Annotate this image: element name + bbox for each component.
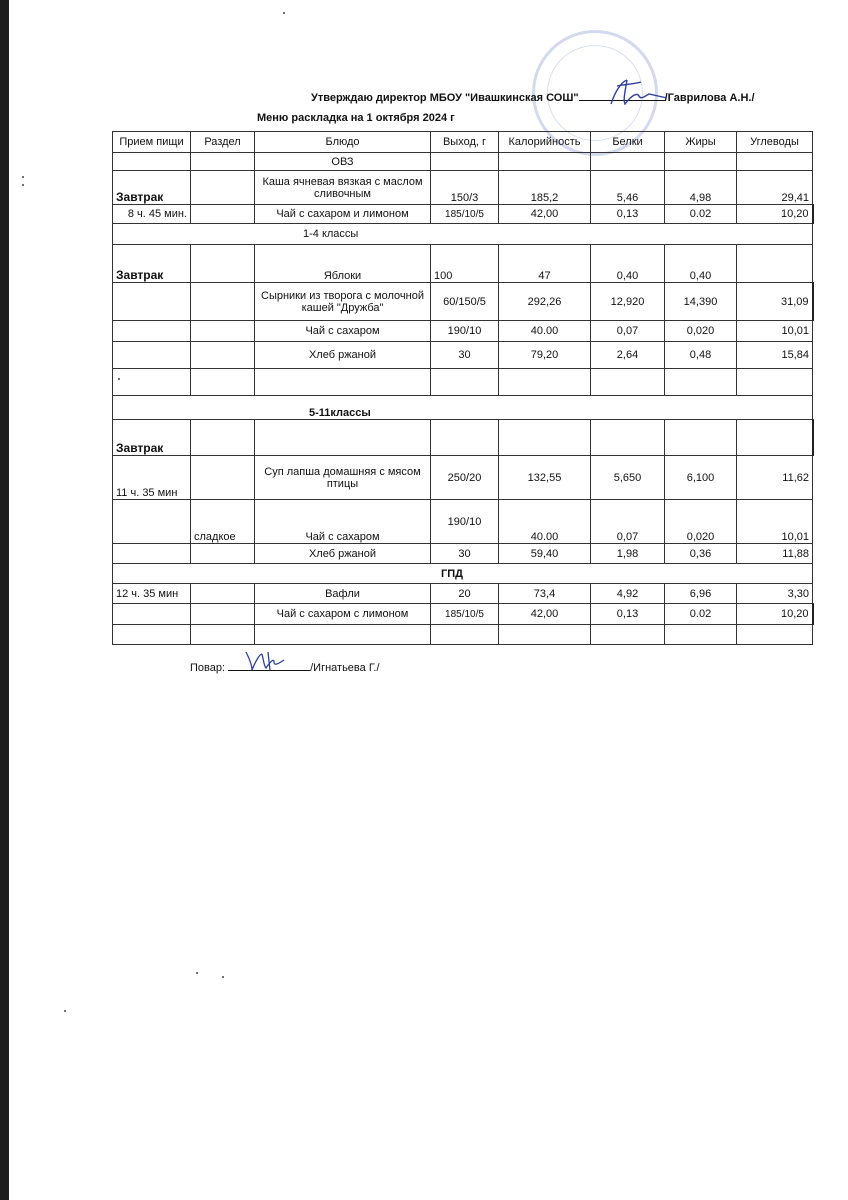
table-row bbox=[113, 584, 813, 604]
col-header: Углеводы bbox=[737, 132, 813, 153]
calories-value: 47 bbox=[499, 245, 591, 283]
carbs-value: 10,20 bbox=[737, 604, 813, 625]
scan-speck bbox=[196, 972, 198, 974]
dish-name: Каша ячневая вязкая с маслом сливочным bbox=[255, 171, 431, 205]
protein-value: 1,98 bbox=[591, 544, 665, 564]
table-row bbox=[113, 283, 813, 321]
calories-value: 132,55 bbox=[499, 456, 591, 500]
section-row bbox=[113, 564, 813, 584]
calories-value: 73,4 bbox=[499, 584, 591, 604]
calories-value: 42,00 bbox=[499, 604, 591, 625]
cook-label: Повар: bbox=[190, 662, 226, 674]
protein-value: 4,92 bbox=[591, 584, 665, 604]
fat-value: 0,40 bbox=[665, 245, 737, 283]
meal-name: Завтрак bbox=[113, 245, 191, 283]
menu-table bbox=[112, 131, 814, 645]
table-row bbox=[113, 205, 813, 224]
section-row bbox=[113, 396, 813, 420]
section-label: ГПД bbox=[113, 564, 813, 584]
fat-value: 0,020 bbox=[665, 500, 737, 544]
table-row bbox=[113, 544, 813, 564]
protein-value: 5,46 bbox=[591, 171, 665, 205]
output-value: 60/150/5 bbox=[431, 283, 499, 321]
table-row bbox=[113, 321, 813, 342]
section-label: ОВЗ bbox=[255, 153, 431, 171]
output-value: 150/3 bbox=[431, 171, 499, 205]
carbs-value: 10,20 bbox=[737, 205, 813, 224]
dish-name: Чай с сахаром с лимоном bbox=[255, 604, 431, 625]
output-value: 190/10 bbox=[431, 500, 499, 544]
calories-value: 185,2 bbox=[499, 171, 591, 205]
fat-value: 0.02 bbox=[665, 604, 737, 625]
fat-value: 6,96 bbox=[665, 584, 737, 604]
carbs-value: 3,30 bbox=[737, 584, 813, 604]
calories-value: 40.00 bbox=[499, 500, 591, 544]
scan-speck bbox=[22, 184, 24, 186]
carbs-value: 29,41 bbox=[737, 171, 813, 205]
approval-line bbox=[311, 90, 755, 104]
col-header: Раздел bbox=[191, 132, 255, 153]
carbs-value: 11,62 bbox=[737, 456, 813, 500]
section-type: сладкое bbox=[191, 500, 255, 544]
carbs-value bbox=[737, 245, 813, 283]
table-header-row bbox=[113, 132, 813, 153]
table-row bbox=[113, 342, 813, 369]
approval-text: Утверждаю директор МБОУ "Ивашкинская СОШ" bbox=[311, 92, 579, 104]
protein-value: 0,07 bbox=[591, 500, 665, 544]
dish-name: Яблоки bbox=[255, 245, 431, 283]
section-label: 1-4 классы bbox=[113, 224, 813, 245]
output-value: 190/10 bbox=[431, 321, 499, 342]
col-header: Белки bbox=[591, 132, 665, 153]
protein-value: 5,650 bbox=[591, 456, 665, 500]
fat-value: 14,390 bbox=[665, 283, 737, 321]
carbs-value: 31,09 bbox=[737, 283, 813, 321]
calories-value: 59,40 bbox=[499, 544, 591, 564]
meal-time: 12 ч. 35 мин bbox=[113, 584, 191, 604]
scan-speck bbox=[64, 1010, 66, 1012]
col-header: Жиры bbox=[665, 132, 737, 153]
table-row bbox=[113, 171, 813, 205]
fat-value: 6,100 bbox=[665, 456, 737, 500]
protein-value: 0,40 bbox=[591, 245, 665, 283]
output-value: 30 bbox=[431, 544, 499, 564]
col-header: Блюдо bbox=[255, 132, 431, 153]
cook-signature bbox=[240, 650, 300, 672]
calories-value: 292,26 bbox=[499, 283, 591, 321]
fat-value: 0,020 bbox=[665, 321, 737, 342]
table-row bbox=[113, 456, 813, 500]
dish-name: Чай с сахаром bbox=[255, 321, 431, 342]
dish-name: Вафли bbox=[255, 584, 431, 604]
carbs-value: 11,88 bbox=[737, 544, 813, 564]
dish-name: Суп лапша домашняя с мясом птицы bbox=[255, 456, 431, 500]
output-value: 185/10/5 bbox=[431, 604, 499, 625]
protein-value: 2,64 bbox=[591, 342, 665, 369]
scan-speck bbox=[22, 176, 24, 178]
protein-value: 0,13 bbox=[591, 205, 665, 224]
meal-time: 8 ч. 45 мин. bbox=[113, 205, 191, 224]
fat-value: 0.02 bbox=[665, 205, 737, 224]
table-row bbox=[113, 420, 813, 456]
scan-left-edge bbox=[0, 0, 9, 1200]
output-value: 185/10/5 bbox=[431, 205, 499, 224]
table-row bbox=[113, 604, 813, 625]
menu-title: Меню раскладка на 1 октября 2024 г bbox=[257, 112, 455, 124]
meal-name: Завтрак bbox=[113, 171, 191, 205]
fat-value: 0,36 bbox=[665, 544, 737, 564]
table-row bbox=[113, 245, 813, 283]
fat-value: 4,98 bbox=[665, 171, 737, 205]
output-value: 30 bbox=[431, 342, 499, 369]
col-header: Выход, г bbox=[431, 132, 499, 153]
calories-value: 79,20 bbox=[499, 342, 591, 369]
cook-signature-line bbox=[190, 658, 380, 674]
meal-name: Завтрак bbox=[113, 420, 191, 456]
protein-value: 0,07 bbox=[591, 321, 665, 342]
table-row bbox=[113, 625, 813, 645]
carbs-value: 15,84 bbox=[737, 342, 813, 369]
table-row bbox=[113, 500, 813, 544]
scan-speck bbox=[283, 12, 285, 14]
table-row bbox=[113, 369, 813, 396]
fat-value: 0,48 bbox=[665, 342, 737, 369]
section-label: 5-11классы bbox=[113, 396, 813, 420]
cook-name: /Игнатьева Г./ bbox=[310, 662, 380, 674]
col-header: Прием пищи bbox=[113, 132, 191, 153]
table-row bbox=[113, 153, 813, 171]
dish-name: Чай с сахаром и лимоном bbox=[255, 205, 431, 224]
output-value: 100 bbox=[431, 245, 499, 283]
calories-value: 40.00 bbox=[499, 321, 591, 342]
scan-speck bbox=[222, 976, 224, 978]
cook-signature-blank bbox=[228, 658, 310, 671]
section-row bbox=[113, 224, 813, 245]
col-header: Калорийность bbox=[499, 132, 591, 153]
dish-name: Хлеб ржаной bbox=[255, 342, 431, 369]
carbs-value: 10,01 bbox=[737, 500, 813, 544]
dish-name: Чай с сахаром bbox=[255, 500, 431, 544]
director-signature bbox=[597, 74, 677, 110]
output-value: 250/20 bbox=[431, 456, 499, 500]
protein-value: 12,920 bbox=[591, 283, 665, 321]
director-name: /Гаврилова А.Н./ bbox=[664, 92, 755, 104]
dish-name: Сырники из творога с молочной кашей "Дружба" bbox=[255, 283, 431, 321]
dish-name: Хлеб ржаной bbox=[255, 544, 431, 564]
protein-value: 0,13 bbox=[591, 604, 665, 625]
calories-value: 42,00 bbox=[499, 205, 591, 224]
carbs-value: 10,01 bbox=[737, 321, 813, 342]
meal-time: 11 ч. 35 мин bbox=[113, 456, 191, 500]
output-value: 20 bbox=[431, 584, 499, 604]
